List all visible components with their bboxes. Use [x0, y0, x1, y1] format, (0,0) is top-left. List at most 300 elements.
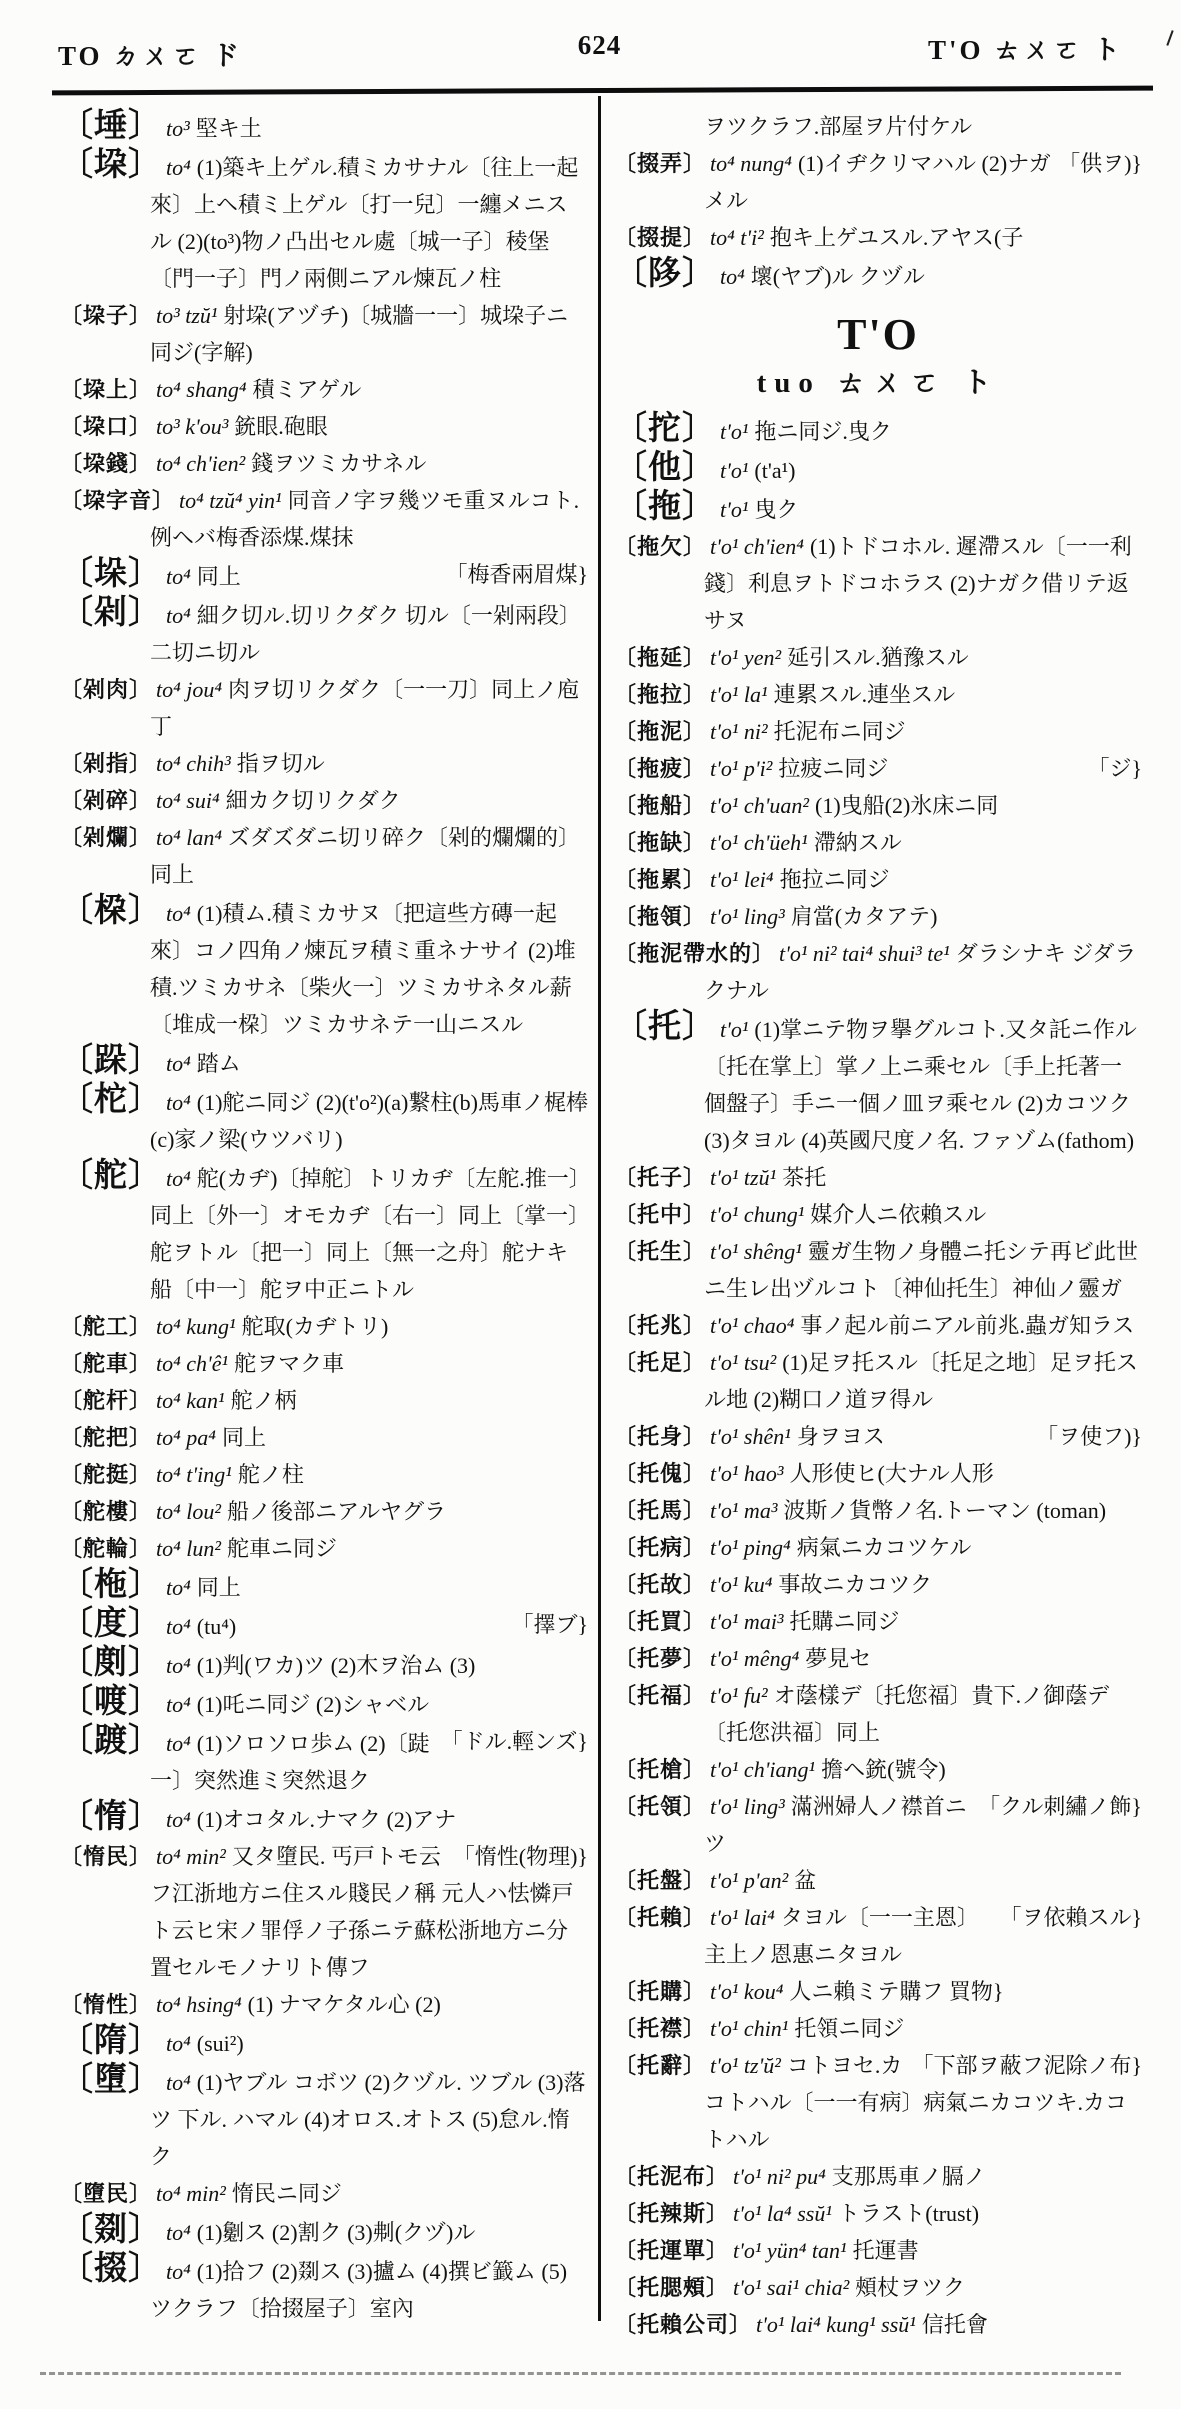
gloss-text: 抱キ上ゲユスル.アヤス(子 — [769, 225, 1024, 250]
dictionary-entry — [614, 1529, 1142, 1566]
section-heading — [614, 309, 1142, 405]
romanized-reading: to⁴ kan¹ — [156, 1388, 225, 1413]
headword: 〔舵工〕 — [60, 1314, 153, 1339]
gloss-text: タヨル〔一一主恩〕主上ノ恩惠ニタヨル — [704, 1905, 979, 1967]
headword: 〔惰〕 — [60, 1799, 162, 1835]
romanized-reading: to⁴ ch'ien² — [156, 451, 246, 476]
dictionary-entry — [614, 528, 1142, 639]
gloss-text: 銃眼.砲眼 — [234, 414, 328, 439]
romanized-reading: to⁴ nung⁴ — [710, 151, 792, 176]
dictionary-entry — [60, 745, 588, 782]
gloss-text: 托領ニ同ジ — [794, 2016, 905, 2041]
romanized-reading: to⁴ — [166, 2220, 191, 2245]
headword: 〔柁〕 — [60, 1082, 162, 1118]
romanized-reading: t'o¹ yün⁴ tan¹ — [733, 2238, 847, 2263]
gloss-text: 肉ヲ切リクダク〔一一刀〕同上ノ庖丁 — [150, 677, 580, 739]
headword: 〔墮〕 — [60, 2062, 162, 2098]
gloss-text: 細カク切リクダク — [225, 788, 401, 813]
romanized-reading: to⁴ — [166, 1653, 191, 1678]
romanized-reading: to⁴ ch'ê¹ — [156, 1351, 229, 1376]
romanized-reading: to⁴ — [166, 2259, 191, 2284]
headword: 〔托生〕 — [614, 1239, 707, 1264]
gloss-text: (1)築キ上ゲル.積ミカサナル〔往上一起來〕上ヘ積ミ上ゲル〔打一兒〕一纏メニスル (2)(to³)物ノ凸出セル處〔城一子〕稜堡〔門一子〕門ノ兩側ニアル煉瓦ノ柱 — [150, 155, 579, 291]
dictionary-entry — [614, 1751, 1142, 1788]
romanized-reading: t'o¹ — [720, 497, 749, 522]
romanized-reading: t'o¹ ni² — [710, 719, 768, 744]
gloss-text: 射垜(アヅチ)〔城牆一一〕城垜子ニ同ジ(字解) — [150, 303, 569, 365]
romanized-reading: t'o¹ tzŭ¹ — [710, 1165, 777, 1190]
headword: 〔剁碎〕 — [60, 788, 153, 813]
dictionary-entry — [60, 371, 588, 408]
headword: 〔托中〕 — [614, 1202, 707, 1227]
romanized-reading: to⁴ — [166, 2070, 191, 2095]
romanized-reading: t'o¹ ku⁴ — [710, 1572, 773, 1597]
headword: 〔隋〕 — [60, 2023, 162, 2059]
dictionary-entry — [614, 256, 1142, 295]
headword: 〔托身〕 — [614, 1424, 707, 1449]
romanized-reading: to⁴ min² — [156, 1844, 226, 1869]
dictionary-entry — [614, 1307, 1142, 1344]
romanized-reading: t'o¹ la¹ — [710, 682, 768, 707]
dictionary-entry — [60, 1838, 588, 1986]
dictionary-entry — [614, 1862, 1142, 1899]
dictionary-entry — [60, 1567, 588, 1606]
romanized-reading: t'o¹ tsu² — [710, 1350, 777, 1375]
gloss-text: 事故ニカコツク — [778, 1572, 933, 1597]
headword: 〔拖拉〕 — [614, 682, 707, 707]
romanized-reading: to⁴ shang⁴ — [156, 377, 247, 402]
headword: 〔垜上〕 — [60, 377, 153, 402]
headword: 〔拖累〕 — [614, 867, 707, 892]
gloss-text: コトヨセ.カコトハル〔一一有病〕病氣ニカコツキ.カコトハル — [704, 2053, 1128, 2152]
dictionary-entry — [614, 676, 1142, 713]
dictionary-entry — [60, 2062, 588, 2175]
romanized-reading: t'o¹ la⁴ ssŭ¹ — [733, 2201, 832, 2226]
dictionary-entry — [60, 1799, 588, 1838]
dictionary-entry — [614, 1196, 1142, 1233]
dictionary-entry — [614, 713, 1142, 750]
romanized-reading: t'o¹ ma³ — [710, 1498, 778, 1523]
headword: 〔剁爛〕 — [60, 825, 153, 850]
headword: 〔舵輪〕 — [60, 1536, 153, 1561]
header-rule — [52, 86, 1153, 96]
headword: 〔托傀〕 — [614, 1461, 707, 1486]
headword: 〔托購〕 — [614, 1979, 707, 2004]
headword: 〔墮民〕 — [60, 2181, 153, 2206]
romanized-reading: t'o¹ lai⁴ — [710, 1905, 775, 1930]
headword: 〔拕〕 — [614, 411, 716, 447]
gloss-text: 拖拉ニ同ジ — [779, 867, 890, 892]
romanized-reading: t'o¹ sai¹ chia² — [733, 2275, 850, 2300]
headword: 〔掇〕 — [60, 2251, 162, 2287]
romanized-reading: t'o¹ ch'iang¹ — [710, 1757, 816, 1782]
headword: 〔剁肉〕 — [60, 677, 153, 702]
dictionary-entry — [614, 2269, 1142, 2306]
gloss-text: 細ク切ル.切リクダク 切ル〔一剁兩段〕二切ニ切ル — [150, 603, 581, 665]
dictionary-entry — [614, 787, 1142, 824]
hanging-note: 「ヲ依賴スル} — [999, 1905, 1142, 1930]
headword: 〔托病〕 — [614, 1535, 707, 1560]
gloss-text: 堅キ土 — [195, 116, 262, 141]
dictionary-entry — [614, 1233, 1142, 1307]
dictionary-entry — [60, 1082, 588, 1158]
headword: 〔柂〕 — [60, 1567, 162, 1603]
headword: 〔舵把〕 — [60, 1425, 153, 1450]
dictionary-entry — [614, 935, 1142, 1009]
romanized-reading: to⁴ kung¹ — [156, 1314, 236, 1339]
dictionary-entry — [614, 750, 1142, 787]
romanized-reading: to⁴ tzŭ⁴ yin¹ — [179, 488, 282, 513]
dictionary-entry — [614, 2047, 1142, 2158]
gloss-text: 病氣ニカコツケル — [796, 1535, 972, 1560]
dictionary-entry — [60, 108, 588, 147]
gloss-text: 船ノ後部ニアルヤグラ — [226, 1499, 447, 1524]
romanized-reading: to⁴ t'i² — [710, 225, 764, 250]
dictionary-entry — [60, 1645, 588, 1684]
gloss-text: 茶托 — [782, 1165, 827, 1190]
hanging-note: 「惰性(物理)} — [452, 1844, 588, 1869]
romanized-reading: t'o¹ ch'üeh¹ — [710, 830, 808, 855]
headword: 〔拖延〕 — [614, 645, 707, 670]
romanized-reading: to⁴ — [166, 901, 191, 926]
headword: 〔踱〕 — [60, 1723, 162, 1759]
headword: 〔拖泥帶水的〕 — [614, 941, 776, 966]
dictionary-entry — [60, 1382, 588, 1419]
dictionary-entry — [60, 297, 588, 371]
headword: 〔托足〕 — [614, 1350, 707, 1375]
romanized-reading: t'o¹ fu² — [710, 1683, 768, 1708]
headword: 〔剁指〕 — [60, 751, 153, 776]
dictionary-entry — [60, 1493, 588, 1530]
headword: 〔托辣斯〕 — [614, 2201, 730, 2226]
gloss-text: 舵ノ柄 — [230, 1388, 297, 1413]
romanized-reading: to⁴ — [166, 2031, 191, 2056]
dictionary-entry — [60, 482, 588, 556]
headword: 〔舵杆〕 — [60, 1388, 153, 1413]
headword: 〔拖領〕 — [614, 904, 707, 929]
gloss-text: 踏ム — [196, 1051, 241, 1076]
romanized-reading: to⁴ — [166, 1807, 191, 1832]
gloss-text: (1)舵ニ同ジ (2)(t'o²)(a)繋柱(b)馬車ノ梶棒 (c)家ノ梁(ウツバリ) — [150, 1090, 588, 1152]
dictionary-entry — [614, 489, 1142, 528]
romanized-reading: to⁴ — [166, 1614, 191, 1639]
gloss-text: (tu⁴) — [196, 1614, 237, 1639]
header-syllable-right: T'O ㄊㄨㄛ ト — [927, 35, 1123, 65]
headword: 〔托運單〕 — [614, 2238, 730, 2263]
gloss-text: (1)吒ニ同ジ (2)シャベル — [196, 1692, 430, 1717]
headword: 〔托槍〕 — [614, 1757, 707, 1782]
gloss-text: 連累スル.連坐スル — [773, 682, 956, 707]
gloss-text: 惰民ニ同ジ — [231, 2181, 342, 2206]
gloss-text: 托運書 — [852, 2238, 919, 2263]
romanized-reading: t'o¹ p'an² — [710, 1868, 789, 1893]
headword: 〔托辭〕 — [614, 2053, 707, 2078]
headword: 〔他〕 — [614, 450, 716, 486]
gloss-text: 曳ク — [754, 497, 799, 522]
dictionary-entry — [614, 2232, 1142, 2269]
headword: 〔喥〕 — [60, 1684, 162, 1720]
headword: 〔拖泥〕 — [614, 719, 707, 744]
headword: 〔舵〕 — [60, 1158, 162, 1194]
romanized-reading: to⁴ — [166, 155, 191, 180]
romanized-reading: to⁴ — [166, 1166, 191, 1191]
gloss-text: 又タ墮民. 丐戸トモ云フ江浙地方ニ住スル賤民ノ稱 元人ハ怯憐戸ト云ヒ宋ノ罪俘ノ子孫ニテ蘇松浙地方ニ分置セルモノナリト傳フ — [150, 1844, 574, 1980]
dictionary-entry — [614, 861, 1142, 898]
hanging-note: 「ヲ使フ)} — [1036, 1424, 1142, 1449]
dictionary-entry — [60, 2175, 588, 2212]
gloss-text: 舵取(カヂトリ) — [241, 1314, 389, 1339]
dictionary-entry — [614, 411, 1142, 450]
gloss-text: 支那馬車ノ膈ノ — [831, 2164, 986, 2189]
headword: 〔拖〕 — [614, 489, 716, 525]
headword: 〔剟〕 — [60, 2212, 162, 2248]
gloss-text: (1)ヤブル コボツ (2)クヅル. ツブル (3)落ツ 下ル. ハマル (4)オロス.オトス (5)怠ル.惰ク — [150, 2070, 586, 2169]
romanized-reading: t'o¹ chao⁴ — [710, 1313, 795, 1338]
gloss-text: 盆 — [794, 1868, 817, 1893]
headword: 〔托賴〕 — [614, 1905, 707, 1930]
gloss-text: (1)トドコホル. 遲滯スル〔一一利錢〕利息ヲトドコホラス (2)ナガク借リテ返サヌ — [704, 534, 1132, 633]
dictionary-entry — [60, 1530, 588, 1567]
dictionary-entry — [614, 1973, 1142, 2010]
headword: 〔舵挺〕 — [60, 1462, 153, 1487]
romanized-reading: t'o¹ shêng¹ — [710, 1239, 802, 1264]
headword: 〔陊〕 — [614, 256, 716, 292]
gloss-text: (1)足ヲ托スル〔托足之地〕足ヲ托スル地 (2)糊口ノ道ヲ得ル — [704, 1350, 1138, 1412]
gloss-text: 拉疲ニ同ジ — [778, 756, 889, 781]
headword: 〔拖船〕 — [614, 793, 707, 818]
romanized-reading: t'o¹ mai³ — [710, 1609, 784, 1634]
romanized-reading: t'o¹ hao³ — [710, 1461, 784, 1486]
headword: 〔托兆〕 — [614, 1313, 707, 1338]
romanized-reading: to⁴ hsing⁴ — [156, 1992, 242, 2017]
gloss-text: 同音ノ字ヲ幾ツモ重ヌルコト.例ヘバ梅香添煤.煤抹 — [150, 488, 580, 550]
dictionary-entry — [614, 1566, 1142, 1603]
headword: 〔托馬〕 — [614, 1498, 707, 1523]
dictionary-entry — [614, 1899, 1142, 1973]
gloss-text: 靈ガ生物ノ身體ニ托シテ再ビ此世ニ生レ出ヅルコト〔神仙托生〕神仙ノ靈ガ — [704, 1239, 1138, 1301]
headword: 〔托夢〕 — [614, 1646, 707, 1671]
gloss-text: 夢見セ — [805, 1646, 872, 1671]
dictionary-entry — [614, 1009, 1142, 1159]
gloss-text: ズダズダニ切リ碎ク〔剁的爛爛的〕同上 — [150, 825, 581, 887]
headword: 〔桗〕 — [60, 893, 162, 929]
gloss-text: 積ミアゲル — [252, 377, 362, 402]
romanized-reading: to⁴ — [166, 1051, 191, 1076]
dictionary-entry — [614, 1603, 1142, 1640]
right-column — [614, 108, 1142, 2343]
page-header — [58, 28, 1141, 80]
headword: 〔拖欠〕 — [614, 534, 707, 559]
gloss-text: 身ヲヨス — [796, 1424, 885, 1449]
headword: 〔垜字音〕 — [60, 488, 176, 513]
romanized-reading: to⁴ — [166, 603, 191, 628]
dictionary-entry — [60, 782, 588, 819]
romanized-reading: to⁴ — [720, 264, 745, 289]
dictionary-entry — [60, 595, 588, 671]
headword: 〔惰性〕 — [60, 1992, 153, 2017]
dictionary-entry — [60, 147, 588, 297]
headword: 〔托賴公司〕 — [614, 2312, 753, 2337]
dictionary-entry — [60, 2251, 588, 2327]
romanized-reading: t'o¹ p'i² — [710, 756, 773, 781]
gloss-text: (1)拾フ (2)剟ス (3)攎ム (4)撰ビ籖ム (5)ツクラフ〔拾掇屋子〕室內 — [150, 2259, 568, 2321]
gloss-text: 延引スル.猶豫スル — [787, 645, 969, 670]
dictionary-entry — [614, 1418, 1142, 1455]
headword: 〔托腮頰〕 — [614, 2275, 730, 2300]
dictionary-entry — [614, 1640, 1142, 1677]
dictionary-entry — [60, 445, 588, 482]
dictionary-entry — [614, 1677, 1142, 1751]
headword: 〔掇弄〕 — [614, 151, 707, 176]
hanging-note: 「ジ} — [1087, 756, 1142, 781]
gloss-text: 人形使ヒ(大ナル人形 — [789, 1461, 994, 1486]
gloss-text: (1)イヂクリマハル (2)ナガメル — [704, 151, 1051, 213]
gloss-text: 舵(カヂ)〔掉舵〕トリカヂ〔左舵.推一〕同上〔外一〕オモカヂ〔右一〕同上〔掌一〕舵ヲトル〔把一〕同上〔無一之舟〕舵ナキ船〔中一〕舵ヲ中正ニトル — [150, 1166, 580, 1302]
romanized-reading: to⁴ — [166, 1575, 191, 1600]
gloss-text: トラスト(trust) — [837, 2201, 980, 2226]
headword: 〔惰民〕 — [60, 1844, 153, 1869]
headword: 〔跺〕 — [60, 1043, 162, 1079]
dictionary-entry — [614, 2010, 1142, 2047]
gloss-text: 拖ニ同ジ.曳ク — [754, 419, 892, 444]
headword: 〔垜錢〕 — [60, 451, 153, 476]
gloss-text: 頰杖ヲツク — [855, 2275, 965, 2300]
gloss-text: 同上 — [221, 1425, 266, 1450]
gloss-text: ダラシナキ ジダラクナル — [704, 941, 1137, 1003]
dictionary-entry — [60, 893, 588, 1043]
gloss-text: (1)曳船(2)氷床ニ同 — [815, 793, 999, 818]
romanized-reading: to⁴ sui⁴ — [156, 788, 220, 813]
hanging-note: 「梅香兩眉煤} — [445, 562, 588, 587]
gloss-text: 壞(ヤブ)ル クヅル — [750, 264, 925, 289]
dictionary-entry — [60, 819, 588, 893]
hanging-note: 「供ヲ)} — [1058, 151, 1142, 176]
dictionary-entry — [614, 450, 1142, 489]
dictionary-entry — [614, 2306, 1142, 2343]
scan-mark — [1166, 30, 1173, 46]
dictionary-entry — [60, 1158, 588, 1308]
romanized-reading: t'o¹ ling³ — [710, 1794, 785, 1819]
header-syllable-left: TO ㄉㄨㄛ ド — [58, 41, 243, 71]
gloss-text: 擔ヘ銃(號令) — [821, 1757, 946, 1782]
headword: 〔剫〕 — [60, 1645, 162, 1681]
romanized-reading: to⁴ lun² — [156, 1536, 221, 1561]
gloss-text: (t'a¹) — [754, 458, 796, 483]
gloss-text: (1)積ム.積ミカサヌ〔把這些方磚一起來〕コノ四角ノ煉瓦ヲ積ミ重ネナサイ (2)堆積.ツミカサネ〔柴火一〕ツミカサネタル薪〔堆成一桗〕ツミカサネテ一山ニスル — [150, 901, 576, 1037]
headword: 〔埵〕 — [60, 108, 162, 144]
dictionary-entry — [614, 108, 1142, 145]
romanized-reading: to⁴ t'ing¹ — [156, 1462, 232, 1487]
romanized-reading: t'o¹ — [720, 419, 749, 444]
romanized-reading: t'o¹ lei⁴ — [710, 867, 774, 892]
romanized-reading: t'o¹ yen² — [710, 645, 782, 670]
romanized-reading: t'o¹ ni² tai⁴ shui³ te¹ — [779, 941, 950, 966]
gloss-text: 舵車ニ同ジ — [226, 1536, 337, 1561]
gloss-text: (1)判(ワカ)ツ (2)木ヲ治ム (3) — [196, 1653, 476, 1678]
headword: 〔拖缺〕 — [614, 830, 707, 855]
headword: 〔舵車〕 — [60, 1351, 153, 1376]
hanging-note: 「ドル.輕ンズ} — [440, 1729, 588, 1754]
dictionary-entry — [614, 639, 1142, 676]
dictionary-entry — [60, 1456, 588, 1493]
column-divider — [598, 96, 601, 2321]
gloss-text: ヲツクラフ.部屋ヲ片付ケル — [704, 114, 973, 139]
romanized-reading: t'o¹ shên¹ — [710, 1424, 791, 1449]
page-number: 624 — [577, 30, 622, 60]
dictionary-entry — [60, 1723, 588, 1799]
romanized-reading: t'o¹ ping⁴ — [710, 1535, 791, 1560]
romanized-reading: t'o¹ lai⁴ kung¹ ssŭ¹ — [756, 2312, 916, 2337]
dictionary-entry — [614, 2158, 1142, 2195]
headword: 〔托領〕 — [614, 1794, 707, 1819]
dictionary-entry — [614, 824, 1142, 861]
dictionary-entry — [60, 556, 588, 595]
dictionary-entry — [60, 1308, 588, 1345]
romanized-reading: to⁴ — [166, 1731, 191, 1756]
romanized-reading: to⁴ chih³ — [156, 751, 231, 776]
dictionary-entry — [60, 408, 588, 445]
dictionary-entry — [60, 1043, 588, 1082]
headword: 〔托盤〕 — [614, 1868, 707, 1893]
headword: 〔托買〕 — [614, 1609, 707, 1634]
dictionary-entry — [614, 219, 1142, 256]
headword: 〔拖疲〕 — [614, 756, 707, 781]
dictionary-entry — [614, 1159, 1142, 1196]
romanized-reading: t'o¹ — [720, 1017, 749, 1042]
romanized-reading: to³ k'ou³ — [156, 414, 229, 439]
headword: 〔垜〕 — [60, 147, 162, 183]
romanized-reading: to⁴ — [166, 1692, 191, 1717]
hanging-note: 「クル刺繡ノ飾} — [978, 1794, 1142, 1819]
romanized-reading: t'o¹ — [720, 458, 749, 483]
gloss-text: (1)ソロソロ歩ム (2)〔跿一〕突然進ミ突然退ク — [150, 1731, 430, 1793]
romanized-reading: t'o¹ tz'ŭ² — [710, 2053, 781, 2078]
gloss-text: 滯納スル — [813, 830, 902, 855]
headword: 〔托故〕 — [614, 1572, 707, 1597]
headword: 〔垜口〕 — [60, 414, 153, 439]
gloss-text: 錢ヲツミカサネル — [251, 451, 427, 476]
headword: 〔度〕 — [60, 1606, 162, 1642]
dictionary-entry — [60, 1986, 588, 2023]
dictionary-entry — [60, 1684, 588, 1723]
headword: 〔托〕 — [614, 1009, 716, 1045]
dictionary-entry — [60, 671, 588, 745]
gloss-text: 人ニ賴ミテ購フ 買物} — [789, 1979, 1004, 2004]
gloss-text: 滿洲婦人ノ襟首ニツ — [704, 1794, 967, 1856]
gloss-text: 同上 — [196, 1575, 241, 1600]
dictionary-entry — [614, 1788, 1142, 1862]
gloss-text: 舵ヲマク車 — [234, 1351, 345, 1376]
romanized-reading: to⁴ min² — [156, 2181, 226, 2206]
headword: 〔垜子〕 — [60, 303, 153, 328]
headword: 〔托福〕 — [614, 1683, 707, 1708]
dictionary-entry — [60, 1606, 588, 1645]
gloss-text: 肩當(カタアテ) — [790, 904, 938, 929]
gloss-text: 托購ニ同ジ — [789, 1609, 900, 1634]
left-column — [60, 108, 588, 2327]
section-title: T'O — [837, 310, 919, 359]
headword: 〔托子〕 — [614, 1165, 707, 1190]
headword: 〔托襟〕 — [614, 2016, 707, 2041]
romanized-reading: t'o¹ chung¹ — [710, 1202, 805, 1227]
gloss-text: (1)劖ス (2)割ク (3)刜(クヅ)ル — [196, 2220, 476, 2245]
dictionary-entry — [614, 1344, 1142, 1418]
headword: 〔舵樓〕 — [60, 1499, 153, 1524]
gloss-text: 舵ノ柱 — [237, 1462, 304, 1487]
dictionary-entry — [614, 145, 1142, 219]
romanized-reading: to⁴ — [166, 564, 191, 589]
gloss-text: 波斯ノ貨幣ノ名.トーマン (toman) — [783, 1498, 1107, 1523]
